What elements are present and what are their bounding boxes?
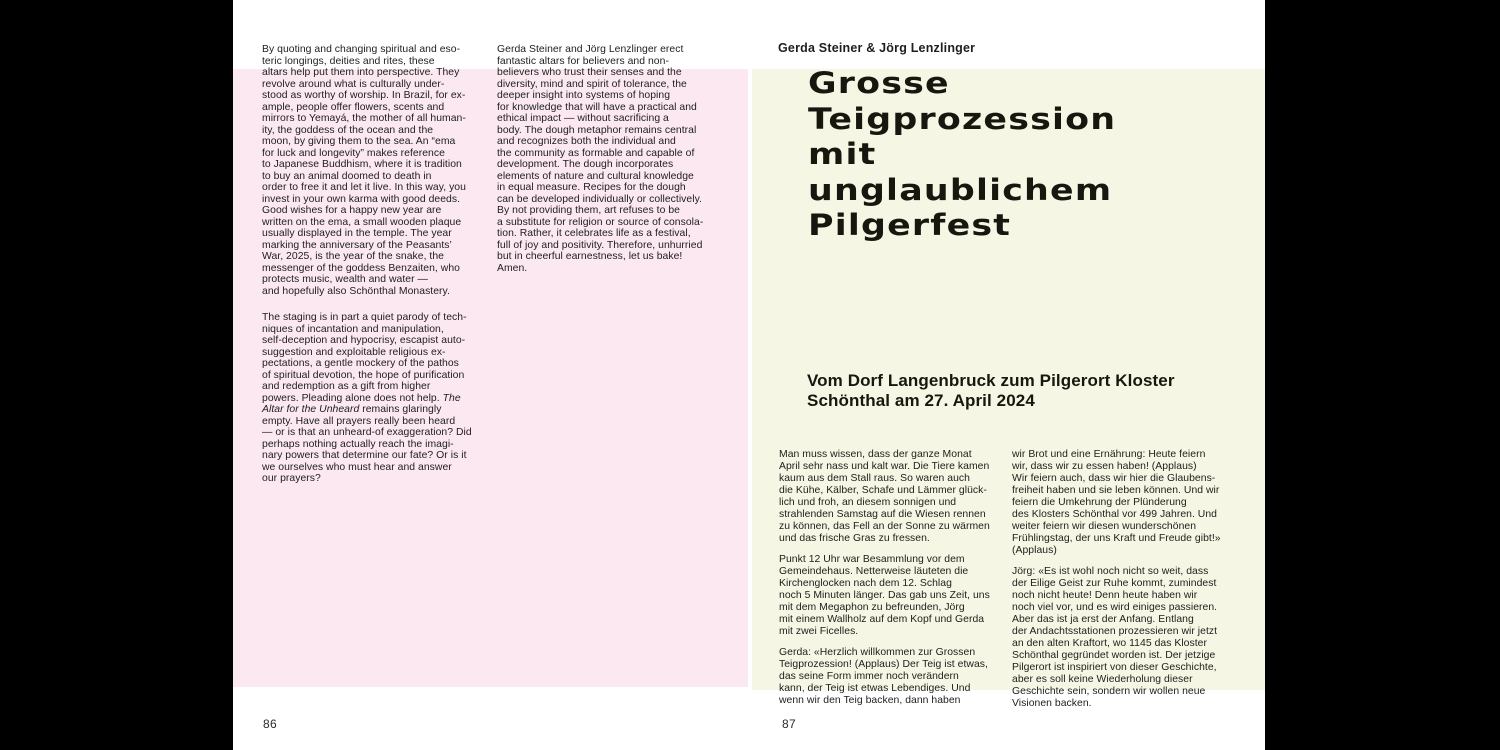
right-black-bar [1265,0,1500,750]
paragraph-dough-metaphor: Gerda Steiner and Jörg Lenzlinger erect fantastic altars for believers and non- believers who trust their senses and the diversity, mind and spirit of tolerance, the deeper insight into systems of hoping for knowledge that will have a practical and ethical impact — without sacrificing a body. The dough metaphor remains central and recognizes both the individual and the community as formable and capable of development. The dough incorporates elements of nature and cultural knowledge in equal measure. Recipes for the dough can be developed individually or collectively. By not providing them, art refuses to be a substitute for religion or source of consola- tion. Rather, it celebrates life as a festival, full of joy and positivity. Therefore, unhurried but in cheerful earnestness, let us bake! Amen. [497,44,704,274]
right-page-column-1 [779,449,1011,707]
paragraph-gerda-speech: Gerda: «Herzlich willkommen zur Grossen Teigprozession! (Applaus) Der Teig ist etwas, das seine Form immer noch verändern kann, der Teig ist etwas Lebendiges. Und wenn wir den Teig backen, dann haben [779,647,988,706]
page-number-right: 87 [782,717,796,731]
left-page-column-1 [262,44,494,485]
paragraph-altars: By quoting and changing spiritual and eso- teric longings, deities and rites, these altars help put them into perspective. They revolve around what is culturally under- stood as worthy of worship. In Brazil, for ex- ample, people offer flowers, scents and mirrors to Yemayá, the mother of all human- ity, the goddess of the ocean and the moon, by giving them to the sea. An “ema for luck and longevity” makes reference to Japanese Buddhism, where it is tradition to buy an animal doomed to death in order to free it and let it live. In this way, you invest in your own karma with good deeds. Good wishes for a happy new year are written on the ema, a small wooden plaque usually displayed in the temple. The year marking the anniversary of the Peasants’ War, 2025, is the year of the snake, the messenger of the goddess Benzaiten, who protects music, wealth and water — and hopefully also Schönthal Monastery. [262,44,466,297]
artists-byline: Gerda Steiner & Jörg Lenzlinger [778,41,976,55]
page-number-left: 86 [263,717,277,731]
subtitle: Vom Dorf Langenbruck zum Pilgerort Kloster Schönthal am 27. April 2024 [807,371,1175,410]
paragraph-weather: Man muss wissen, dass der ganze Monat April sehr nass und kalt war. Die Tiere kamen kaum aus dem Stall raus. So waren auch die Kühe, Kälber, Schafe und Lämmer glück- lich und froh, an diesem sonnigen und strahlenden Samstag auf die Wiesen rennen zu können, das Fell an der Sonne zu wärmen und das frische Gras zu fressen. [779,449,990,544]
paragraph-besammlung: Punkt 12 Uhr war Besammlung vor dem Gemeindehaus. Netterweise läuteten die Kirchenglocken nach dem 12. Schlag noch 5 Minuten länger. Das gab uns Zeit, uns mit dem Megaphon zu befreunden, Jörg mit einem Wallholz auf dem Kopf und Gerda mit zwei Ficelles. [779,554,990,637]
paragraph-staging: The staging is in part a quiet parody of tech- niques of incantation and manipulation, self-deception and hypocrisy, escapist auto- suggestion and exploitable religious ex- pectations, a gentle mockery of the pathos of spiritual devotion, the hope of purification and redemption as a gift from higher powers. Pleading alone does not help. The Altar for the Unheard remains glaringly empty. Have all prayers really been heard — or is that an unheard-of exaggeration? Did perhaps nothing actually reach the imagi- nary powers that determine our fate? Or is it we ourselves who must hear and answer our prayers? [262,312,472,484]
page-title: Grosse Teigprozession mit unglaublichem Pilgerfest [808,66,1117,242]
right-page-column-2 [1012,449,1244,710]
left-page-column-2 [497,44,729,274]
paragraph-joerg-speech: Jörg: «Es ist wohl noch nicht so weit, dass der Eilige Geist zur Ruhe kommt, zumindest noch nicht heute! Denn heute haben wir noch viel vor, und es wird einiges passieren. Aber das ist ja erst der Anfang. Entlang der Andachtsstationen prozessieren wir jetzt an den alten Kraftort, wo 1145 das Kloster Schönthal gegründet worden ist. Der jetzige Pilgerort ist inspiriert von dieser Geschichte, aber es soll keine Wiederholung dieser Geschichte sein, sondern wir wollen neue Visionen backen. [1012,566,1218,709]
left-black-bar [0,0,233,750]
paragraph-gerda-speech-continued: wir Brot und eine Ernährung: Heute feiern wir, dass wir zu essen haben! (Applaus) Wir feiern auch, dass wir hier die Glaubens- freiheit haben und sie leben können. Und wir feiern die Umkehrung der Plünderung des Klosters Schönthal vor 499 Jahren. Und weiter feiern wir diesen wunderschönen Frühlingstag, der uns Kraft und Freude gibt!» (Applaus) [1012,449,1221,556]
